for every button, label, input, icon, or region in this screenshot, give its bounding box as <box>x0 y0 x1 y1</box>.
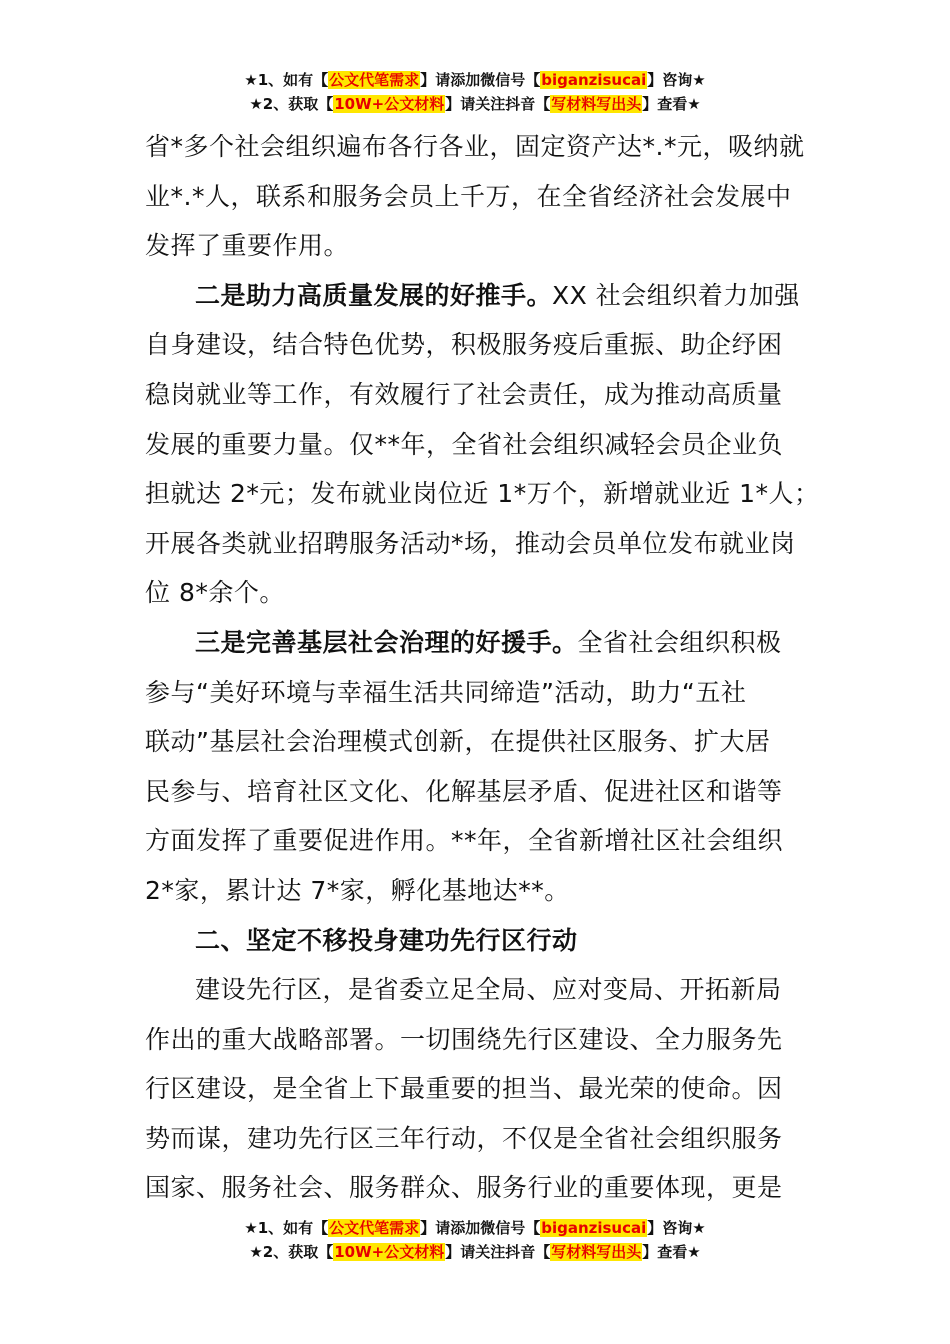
notice-highlight: 公文代笔需求 <box>329 71 420 89</box>
notice-line-2 <box>0 92 950 116</box>
notice-text: 】咨询★ <box>647 71 706 89</box>
notice-highlight: 公文代笔需求 <box>329 1219 420 1237</box>
body-line: 民参与、培育社区文化、化解基层矛盾、促进社区和谐等 <box>145 776 783 806</box>
paragraph-heading: 三是完善基层社会治理的好援手。 <box>195 627 578 657</box>
body-line: 联动”基层社会治理模式创新，在提供社区服务、扩大居 <box>145 727 771 757</box>
body-line: 自身建设，结合特色优势，积极服务疫后重振、助企纾困 <box>145 330 783 360</box>
header-notice <box>0 68 950 116</box>
paragraph-heading: 二是助力高质量发展的好推手。 <box>195 280 553 310</box>
notice-line-1 <box>0 1216 950 1240</box>
body-line: 位 8*余个。 <box>145 578 285 608</box>
notice-text: 】请添加微信号【 <box>420 71 541 89</box>
document-body <box>145 122 835 1213</box>
notice-line-1 <box>0 68 950 92</box>
footer-notice <box>0 1216 950 1264</box>
body-line: 势而谋，建功先行区三年行动，不仅是全省社会组织服务 <box>145 1123 783 1153</box>
body-line: 担就达 2*元；发布就业岗位近 1*万个，新增就业近 1*人； <box>145 479 820 509</box>
section-heading: 二、坚定不移投身建功先行区行动 <box>195 925 578 955</box>
notice-line-2 <box>0 1240 950 1264</box>
notice-highlight: 10W+公文材料 <box>334 1243 445 1261</box>
notice-text: 】查看★ <box>642 1243 701 1261</box>
notice-highlight: 10W+公文材料 <box>334 95 445 113</box>
douyin-account-highlight: 写材料写出头 <box>551 95 642 113</box>
paragraph-3-first-line <box>145 618 835 668</box>
notice-text: 】查看★ <box>642 95 701 113</box>
notice-text: 】请关注抖音【 <box>445 1243 551 1261</box>
paragraph-2-first-line <box>145 271 835 321</box>
body-text: XX 社会组织着力加强 <box>552 280 800 310</box>
body-line: 发挥了重要作用。 <box>145 231 350 261</box>
body-line: 参与“美好环境与幸福生活共同缔造”活动，助力“五社 <box>145 677 747 707</box>
body-line: 2*家，累计达 7*家，孵化基地达**。 <box>145 875 570 905</box>
body-line: 发展的重要力量。仅**年，全省社会组织减轻会员企业负 <box>145 429 784 459</box>
notice-text: ★2、获取【 <box>249 1243 334 1261</box>
notice-text: ★2、获取【 <box>249 95 334 113</box>
notice-text: ★1、如有【 <box>244 1219 329 1237</box>
body-line: 开展各类就业招聘服务活动*场，推动会员单位发布就业岗 <box>145 528 796 558</box>
body-line: 行区建设，是全省上下最重要的担当、最光荣的使命。因 <box>145 1074 783 1104</box>
body-line: 方面发挥了重要促进作用。**年，全省新增社区社会组织 <box>145 826 784 856</box>
notice-text: 】咨询★ <box>647 1219 706 1237</box>
body-line: 业*.*人，联系和服务会员上千万，在全省经济社会发展中 <box>145 181 792 211</box>
wechat-id-highlight: biganzisucai <box>541 71 647 89</box>
wechat-id-highlight: biganzisucai <box>541 1219 647 1237</box>
body-line: 国家、服务社会、服务群众、服务行业的重要体现，更是 <box>145 1173 783 1203</box>
body-line: 稳岗就业等工作，有效履行了社会责任，成为推动高质量 <box>145 379 783 409</box>
notice-text: ★1、如有【 <box>244 71 329 89</box>
body-line: 作出的重大战略部署。一切围绕先行区建设、全力服务先 <box>145 1024 783 1054</box>
body-line: 省*多个社会组织遍布各行各业，固定资产达*.*元，吸纳就 <box>145 132 805 161</box>
notice-text: 】请添加微信号【 <box>420 1219 541 1237</box>
body-line: 建设先行区，是省委立足全局、应对变局、开拓新局 <box>195 975 782 1005</box>
body-text: 全省社会组织积极 <box>577 627 782 657</box>
douyin-account-highlight: 写材料写出头 <box>551 1243 642 1261</box>
notice-text: 】请关注抖音【 <box>445 95 551 113</box>
